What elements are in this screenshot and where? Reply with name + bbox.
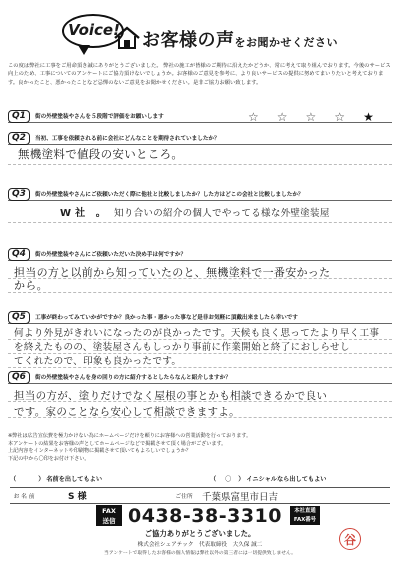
consent-option-name[interactable]: （ ） 名前を出してもよい bbox=[10, 476, 103, 483]
note-line: 下記の中から〇印をお付け下さい。 bbox=[8, 455, 90, 462]
question-text: 街の外壁塗装やさんにご依頼いただく際に他社と比較しましたか？した方はどこの会社と比較しましたか？ bbox=[35, 192, 304, 198]
fax-box-label: FAX bbox=[102, 507, 116, 515]
answer-rule bbox=[8, 222, 392, 223]
question-number: Q2 bbox=[8, 132, 30, 145]
question-text: 街の外壁塗装やさんを５段階で評価をお願いします bbox=[35, 114, 164, 120]
question-text: 当初、工事を依頼される前に会社にどんなことを期待されていましたか？ bbox=[35, 136, 220, 142]
title-main-text: お客様の声 bbox=[142, 30, 235, 51]
question-bar bbox=[8, 188, 392, 201]
answer-line: 知り合いの紹介の個人でやってる様な外壁塗装屋 bbox=[114, 208, 330, 219]
question-text: 街の外壁塗装やさんを身の回りの方に紹介するとしたらなんと紹介しますか？ bbox=[35, 375, 231, 381]
answer-rule bbox=[8, 292, 392, 293]
note-line: ※弊社は広告宣伝費を極力かけない為にホームページだけを頼りにお客様への営業活動を行っております。 bbox=[8, 433, 252, 439]
consent-label: 名前を出してもよい bbox=[46, 476, 103, 483]
customer-info-row bbox=[10, 487, 390, 504]
title-suffix-text: をお聞かせください bbox=[234, 36, 338, 49]
question-1 bbox=[8, 110, 392, 124]
question-bar bbox=[8, 132, 392, 145]
fax-tag-line: 本社直通 bbox=[294, 508, 316, 514]
star-icon[interactable]: ☆ bbox=[276, 109, 288, 124]
answer-area bbox=[14, 266, 398, 292]
fax-box-sub: 送信 bbox=[102, 517, 116, 525]
question-number: Q3 bbox=[8, 188, 30, 201]
competitor-name: W 社 。 bbox=[60, 208, 107, 219]
header bbox=[0, 0, 400, 62]
question-number: Q5 bbox=[8, 311, 30, 324]
privacy-text: 当アンケートで取得したお客様の個人情報は弊社以外の第三者には一切提供致しません。 bbox=[104, 551, 296, 556]
question-number: Q1 bbox=[8, 110, 30, 123]
answer-line: 担当の方が、塗りだけでなく屋根の事とかも相談できるかで良い bbox=[14, 390, 328, 402]
fax-number: 0438-38-3310 bbox=[128, 504, 282, 527]
consent-label: イニシャルなら出してもよい bbox=[246, 476, 327, 483]
star-filled-icon[interactable]: ★ bbox=[363, 109, 374, 124]
answer-line: 何より外見がきれいになったのが良かったです。天候も良く思ってたより早く工事 bbox=[14, 328, 380, 339]
question-2 bbox=[8, 132, 392, 172]
answer-line: から。 bbox=[14, 279, 48, 292]
name-value[interactable]: S 様 bbox=[68, 492, 87, 502]
fax-tag bbox=[290, 506, 320, 525]
consent-option-initial[interactable]: （ 〇 ） イニシャルなら出してもよい bbox=[210, 476, 327, 483]
answer-area bbox=[60, 207, 400, 220]
thanks-text: ご協力ありがとうございました。 bbox=[144, 529, 256, 538]
question-bar bbox=[8, 248, 392, 261]
answer-area bbox=[14, 327, 398, 369]
company-text: 株式会社シェアテック 代表取締役 大久保 誠二 bbox=[137, 542, 263, 548]
address-value[interactable]: 千葉県富里市日吉 bbox=[202, 491, 279, 503]
question-bar bbox=[8, 311, 392, 324]
page-title bbox=[142, 26, 338, 52]
fax-tag-line: FAX番号 bbox=[293, 517, 317, 523]
intro-text: この度は弊社に工事をご用命頂き誠にありがとうございました。 弊社の施工が皆様のご期待に沿えたかどうか、常に考えて取り組んでおります。今後のサービス向上のため、工事についてのアンケートにご協力頂けないでしょうか。お客様のご意見を参考に、より良いサービスの提供に努めてまいりたいと考えております。良かったこと、悪かったことなど忌憚のないご意見をお聞かせください。是非ご協力お願い致します。 bbox=[8, 63, 391, 86]
note-line: 本アンケートの結果をお客様の声としてホームページなどで掲載させて頂く場合がございます。 bbox=[8, 440, 227, 447]
fax-icon bbox=[96, 505, 122, 526]
consent-mark[interactable]: 〇 bbox=[225, 476, 232, 483]
question-5 bbox=[8, 311, 392, 369]
question-6 bbox=[8, 371, 392, 421]
publication-notes bbox=[8, 433, 392, 463]
answer-area bbox=[18, 148, 400, 161]
star-rating[interactable] bbox=[248, 110, 374, 123]
name-label: お 名 前 bbox=[13, 494, 35, 500]
seal-stamp-icon: 谷 bbox=[339, 528, 361, 550]
address-label: ご住所 bbox=[175, 494, 193, 500]
question-text: 街の外壁塗装やさんにご依頼いただいた決め手は何ですか？ bbox=[35, 252, 187, 258]
answer-rule bbox=[8, 164, 392, 165]
star-icon[interactable]: ☆ bbox=[305, 109, 317, 124]
question-number: Q4 bbox=[8, 248, 30, 261]
question-text: 工事が終わってみていかがですか？良かった事・悪かった事など是非お気軽に頂戴出来ましたら幸いです bbox=[35, 315, 298, 321]
star-icon[interactable]: ☆ bbox=[248, 109, 259, 124]
question-4 bbox=[8, 248, 392, 292]
question-3 bbox=[8, 188, 392, 226]
answer-area bbox=[14, 388, 398, 420]
answer-line: です。家のことなら安心して相談できますよ。 bbox=[14, 406, 240, 418]
star-icon[interactable]: ☆ bbox=[334, 109, 346, 124]
answer-line: 無機塗料で値段の安いところ。 bbox=[18, 147, 184, 161]
fax-area bbox=[96, 504, 326, 527]
consent-options bbox=[10, 473, 390, 484]
answer-line: てくれたので、印象も良かったです。 bbox=[14, 356, 182, 367]
question-number: Q6 bbox=[8, 371, 30, 384]
question-bar bbox=[8, 371, 392, 384]
voice-label: Voice! bbox=[68, 21, 120, 39]
note-line: 上記内容をインターネットや印刷物に掲載させて頂いてもよろしいでしょうか？ bbox=[8, 448, 191, 455]
answer-line: 担当の方と以前から知っていたのと、無機塗料で一番安かった bbox=[14, 266, 331, 279]
answer-line: を終えたものの、塗装屋さんもしっかり事前に作業開始と終了におしらせし bbox=[14, 342, 350, 353]
house-icon bbox=[113, 26, 141, 50]
